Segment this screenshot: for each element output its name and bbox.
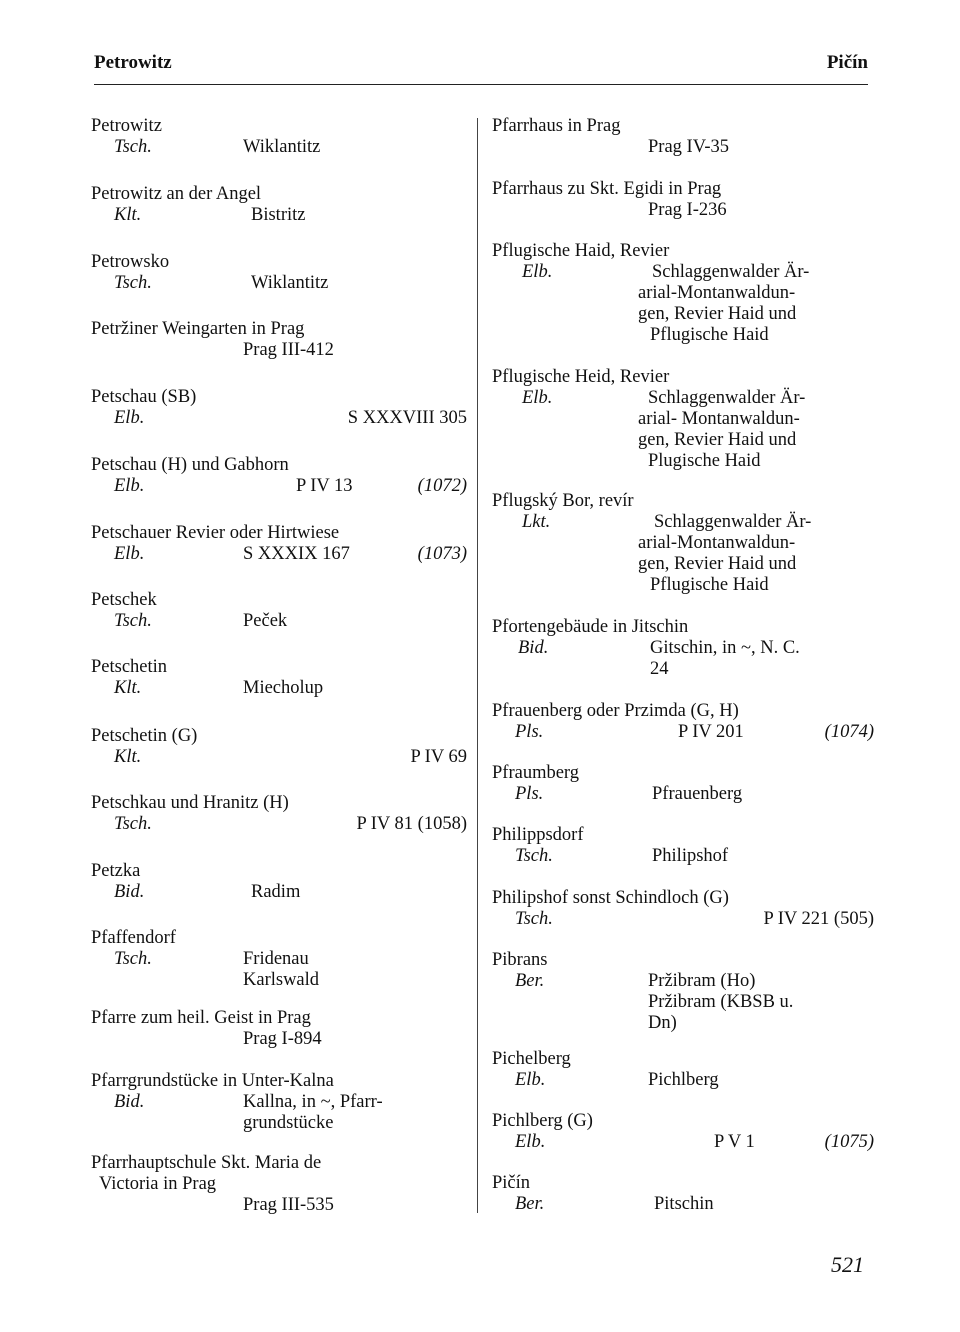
entry-name: Pfortengebäude in Jitschin xyxy=(492,617,689,637)
entry-name: Pfaffendorf xyxy=(91,928,176,948)
entry-name: Pflugský Bor, revír xyxy=(492,491,634,511)
entry-region: Klt. xyxy=(114,678,142,698)
entry-region: Tsch. xyxy=(114,273,152,293)
entry-name-continuation: Victoria in Prag xyxy=(99,1174,217,1194)
entry-region: Ber. xyxy=(515,1194,545,1214)
entry-name: Pibrans xyxy=(492,950,548,970)
gazetteer-entry xyxy=(492,950,874,1034)
gazetteer-entry xyxy=(91,793,467,835)
entry-reference: P IV 221 (505) xyxy=(763,909,874,929)
entry-region: Elb. xyxy=(114,544,145,564)
gazetteer-entry xyxy=(91,1071,467,1134)
entry-target: Philipshof xyxy=(652,846,729,866)
entry-continuation: gen, Revier Haid und xyxy=(638,304,797,324)
entry-continuation: grundstücke xyxy=(243,1113,334,1133)
entry-region: Tsch. xyxy=(114,814,152,834)
entry-number: (1075) xyxy=(824,1132,874,1152)
entry-continuation: arial-Montanwaldun- xyxy=(638,283,796,303)
entry-continuation: arial-Montanwaldun- xyxy=(638,533,796,553)
entry-region: Tsch. xyxy=(114,137,152,157)
entry-region: Elb. xyxy=(114,408,145,428)
entry-continuation: Dn) xyxy=(648,1013,677,1033)
gazetteer-entry xyxy=(91,928,467,991)
entry-target: Fridenau xyxy=(243,949,309,969)
entry-region: Elb. xyxy=(114,476,145,496)
entry-continuation: Karlswald xyxy=(243,970,320,990)
gazetteer-entry xyxy=(91,455,467,497)
entry-name: Petschau (H) und Gabhorn xyxy=(91,455,289,475)
gazetteer-entry xyxy=(91,523,467,565)
entry-target: Prag I-236 xyxy=(648,200,727,220)
running-header xyxy=(94,52,868,80)
entry-name: Petrowitz xyxy=(91,116,162,136)
gazetteer-entry xyxy=(492,116,874,158)
gazetteer-entry xyxy=(91,1008,467,1050)
entry-target: Kallna, in ~, Pfarr- xyxy=(243,1092,383,1112)
page-number: 521 xyxy=(831,1252,864,1277)
entry-number: (1072) xyxy=(417,476,467,496)
column-divider xyxy=(477,118,478,1213)
entry-continuation: Pflugische Haid xyxy=(650,575,769,595)
gazetteer-entry xyxy=(91,1153,467,1216)
entry-region: Tsch. xyxy=(515,846,553,866)
entry-name: Petrowitz an der Angel xyxy=(91,184,262,204)
gazetteer-entry xyxy=(91,590,467,632)
entry-target: Prag III-535 xyxy=(243,1195,334,1215)
entry-target: Pržibram (Ho) xyxy=(648,971,756,991)
gazetteer-entry xyxy=(492,241,874,346)
entry-region: Bid. xyxy=(114,1092,145,1112)
entry-name: Pfarrhaus zu Skt. Egidi in Prag xyxy=(492,179,722,199)
gazetteer-entry xyxy=(91,319,467,361)
header-right: Pičín xyxy=(826,52,868,73)
entry-region: Tsch. xyxy=(515,909,553,929)
entry-name: Petrowsko xyxy=(91,252,170,272)
entry-region: Pls. xyxy=(515,722,544,742)
entry-reference: P IV 69 xyxy=(410,747,467,767)
gazetteer-entry xyxy=(492,1111,874,1153)
entry-continuation: gen, Revier Haid und xyxy=(638,554,797,574)
entry-name: Pičín xyxy=(492,1173,531,1193)
entry-target: Bistritz xyxy=(251,205,306,225)
entry-region: Lkt. xyxy=(522,512,551,532)
gazetteer-entry xyxy=(91,657,467,699)
entry-continuation: 24 xyxy=(650,659,669,679)
entry-name: Pfraumberg xyxy=(492,763,579,783)
entry-target: Gitschin, in ~, N. C. xyxy=(650,638,800,658)
entry-region: Bid. xyxy=(114,882,145,902)
entry-region: Elb. xyxy=(515,1070,546,1090)
entry-name: Petschek xyxy=(91,590,157,610)
entry-target: Miecholup xyxy=(243,678,324,698)
entry-target: Prag I-894 xyxy=(243,1029,322,1049)
entry-target: Schlaggenwalder Är- xyxy=(648,388,806,408)
entry-number: (1073) xyxy=(417,544,467,564)
entry-continuation: gen, Revier Haid und xyxy=(638,430,797,450)
entry-reference: P V 1 xyxy=(714,1132,755,1152)
entry-name: Pichelberg xyxy=(492,1049,571,1069)
entry-name: Petzka xyxy=(91,861,141,881)
entry-target: Radim xyxy=(251,882,301,902)
entry-target: Pitschin xyxy=(654,1194,714,1214)
entry-name: Pfarre zum heil. Geist in Prag xyxy=(91,1008,311,1028)
entry-target: Peček xyxy=(243,611,288,631)
entry-region: Tsch. xyxy=(114,949,152,969)
entry-continuation: Pflugische Haid xyxy=(650,325,769,345)
entry-reference: S XXXIX 167 xyxy=(243,544,350,564)
entry-name: Philipshof sonst Schindloch (G) xyxy=(492,888,729,908)
gazetteer-entry xyxy=(492,1049,874,1091)
entry-name: Petschauer Revier oder Hirtwiese xyxy=(91,523,340,543)
gazetteer-entry xyxy=(492,367,874,472)
header-left: Petrowitz xyxy=(94,52,172,73)
gazetteer-entry xyxy=(492,888,874,930)
gazetteer-entry xyxy=(91,252,467,294)
entry-number: (1074) xyxy=(824,722,874,742)
gazetteer-entry xyxy=(91,116,467,158)
entry-name: Philippsdorf xyxy=(492,825,584,845)
entry-target: Schlaggenwalder Är- xyxy=(652,262,810,282)
header-rule xyxy=(94,84,868,85)
gazetteer-entry xyxy=(91,184,467,226)
entry-name: Petschetin xyxy=(91,657,168,677)
entry-target: Wiklantitz xyxy=(251,273,329,293)
gazetteer-entry xyxy=(492,1173,874,1215)
gazetteer-entry xyxy=(492,763,874,805)
entry-reference: P IV 81 (1058) xyxy=(356,814,467,834)
entry-target: Wiklantitz xyxy=(243,137,321,157)
entry-reference: P IV 13 xyxy=(296,476,353,496)
entry-region: Tsch. xyxy=(114,611,152,631)
gazetteer-entry xyxy=(91,387,467,429)
gazetteer-entry xyxy=(91,726,467,768)
entry-name: Petschkau und Hranitz (H) xyxy=(91,793,289,813)
gazetteer-entry xyxy=(492,179,874,221)
entry-name: Petschetin (G) xyxy=(91,726,198,746)
entry-reference: P IV 201 xyxy=(678,722,744,742)
entry-target: Schlaggenwalder Är- xyxy=(654,512,812,532)
entry-region: Elb. xyxy=(515,1132,546,1152)
entry-target: Pfrauenberg xyxy=(652,784,743,804)
entry-name: Pichlberg (G) xyxy=(492,1111,593,1131)
entry-target: Prag III-412 xyxy=(243,340,334,360)
gazetteer-entry xyxy=(492,491,874,596)
gazetteer-entry xyxy=(91,861,467,903)
entry-continuation: Pržibram (KBSB u. xyxy=(648,992,794,1012)
entry-region: Klt. xyxy=(114,205,142,225)
entry-name: Pfarrhauptschule Skt. Maria de xyxy=(91,1153,322,1173)
entry-target: Prag IV-35 xyxy=(648,137,730,157)
entry-region: Elb. xyxy=(522,262,553,282)
gazetteer-entry xyxy=(492,617,874,680)
gazetteer-entry xyxy=(492,825,874,867)
entry-reference: S XXXVIII 305 xyxy=(347,408,467,428)
entry-name: Pflugische Heid, Revier xyxy=(492,367,670,387)
entry-name: Pflugische Haid, Revier xyxy=(492,241,670,261)
entry-region: Pls. xyxy=(515,784,544,804)
entry-target: Pichlberg xyxy=(648,1070,719,1090)
entry-name: Pfarrgrundstücke in Unter-Kalna xyxy=(91,1071,334,1091)
entry-continuation: Plugische Haid xyxy=(648,451,761,471)
entry-name: Pfarrhaus in Prag xyxy=(492,116,621,136)
entry-region: Elb. xyxy=(522,388,553,408)
entry-continuation: arial- Montanwaldun- xyxy=(638,409,800,429)
gazetteer-entry xyxy=(492,701,874,743)
entry-region: Klt. xyxy=(114,747,142,767)
entry-region: Bid. xyxy=(518,638,549,658)
entry-name: Pfrauenberg oder Przimda (G, H) xyxy=(492,701,739,721)
entry-name: Petržiner Weingarten in Prag xyxy=(91,319,305,339)
entry-name: Petschau (SB) xyxy=(91,387,197,407)
entry-region: Ber. xyxy=(515,971,545,991)
